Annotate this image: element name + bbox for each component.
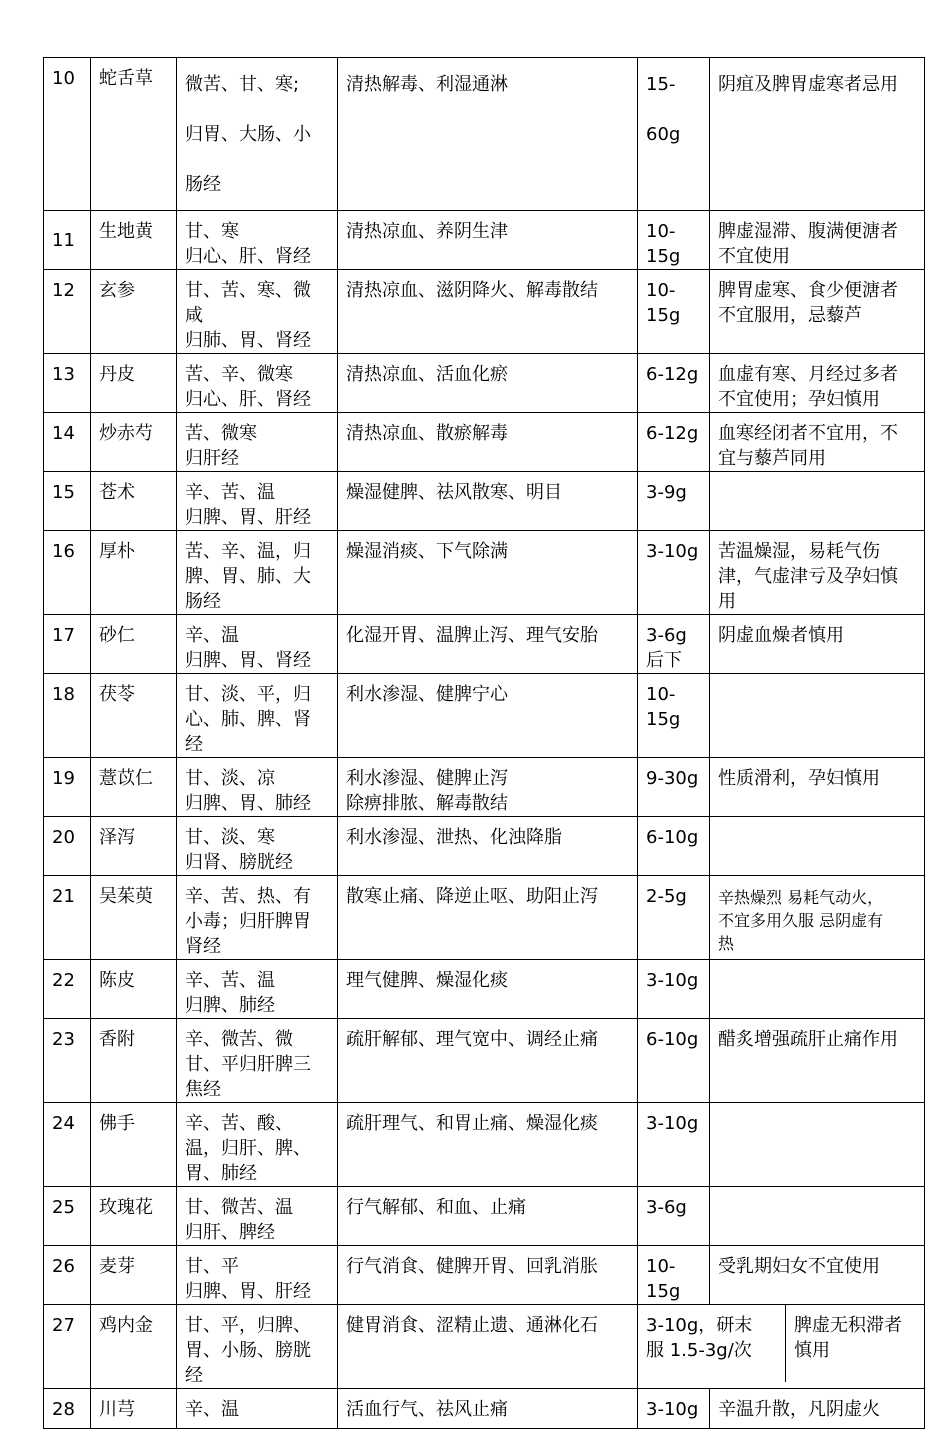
cell-line: 苦、辛、温，归 bbox=[185, 541, 311, 562]
cell-line: 除痹排脓、解毒散结 bbox=[346, 793, 508, 814]
herb-note bbox=[710, 1389, 925, 1429]
herb-effect bbox=[338, 615, 638, 674]
cell-line: 小毒；归肝脾胃 bbox=[185, 911, 311, 932]
row-number-text: 15 bbox=[52, 482, 75, 503]
cell-line: 阴疽及脾胃虚寒者忌用 bbox=[718, 74, 898, 95]
row-number-text: 27 bbox=[52, 1315, 75, 1336]
row-number-text: 11 bbox=[52, 229, 75, 251]
herb-nature bbox=[177, 1019, 338, 1103]
row-number-text: 25 bbox=[52, 1197, 75, 1218]
herb-name bbox=[91, 615, 177, 674]
herb-nature bbox=[177, 1187, 338, 1246]
cell-line: 3-9g bbox=[646, 482, 687, 503]
cell-line: 热 bbox=[718, 934, 735, 953]
cell-line: 后下 bbox=[646, 650, 682, 671]
herb-dose bbox=[638, 413, 710, 472]
cell-line: 阴虚血燥者慎用 bbox=[718, 625, 844, 646]
row-number-text: 22 bbox=[52, 970, 75, 991]
cell-line: 性质滑利，孕妇慎用 bbox=[718, 768, 880, 789]
cell-line: 肠经 bbox=[185, 591, 221, 612]
cell-line: 3-6g bbox=[646, 1197, 687, 1218]
herb-nature bbox=[177, 876, 338, 960]
herb-nature bbox=[177, 960, 338, 1019]
cell-line: 归肝、脾经 bbox=[185, 1222, 275, 1243]
cell-line: 辛、苦、温 bbox=[185, 482, 275, 503]
cell-line: 清热凉血、散瘀解毒 bbox=[346, 423, 508, 444]
cell-line: 不宜使用 bbox=[718, 246, 790, 267]
row-number-text: 21 bbox=[52, 886, 75, 907]
cell-line: 健胃消食、涩精止遗、通淋化石 bbox=[346, 1315, 598, 1336]
row-number-text: 17 bbox=[52, 625, 75, 646]
cell-line: 辛、苦、温 bbox=[185, 970, 275, 991]
herb-name-text: 川芎 bbox=[99, 1399, 135, 1420]
cell-line: 散寒止痛、降逆止呕、助阳止泻 bbox=[346, 886, 598, 907]
cell-line: 清热凉血、活血化瘀 bbox=[346, 364, 508, 385]
herb-effect bbox=[338, 1187, 638, 1246]
table-row bbox=[44, 211, 925, 270]
herb-nature bbox=[177, 472, 338, 531]
cell-line: 利水渗湿、健脾宁心 bbox=[346, 684, 508, 705]
herb-note bbox=[710, 472, 925, 531]
cell-line: 苦、微寒 bbox=[185, 423, 257, 444]
row-number-text: 23 bbox=[52, 1029, 75, 1050]
row-number bbox=[44, 211, 91, 270]
cell-line: 3-10g bbox=[646, 970, 699, 991]
row-number bbox=[44, 615, 91, 674]
herb-name bbox=[91, 1103, 177, 1187]
row-number bbox=[44, 817, 91, 876]
row-number-text: 26 bbox=[52, 1256, 75, 1277]
table-row bbox=[44, 615, 925, 674]
cell-line: 归肾、膀胱经 bbox=[185, 852, 293, 873]
table-row bbox=[44, 531, 925, 615]
cell-line: 甘、平 bbox=[185, 1256, 239, 1277]
herb-name-text: 玄参 bbox=[99, 280, 135, 301]
herb-nature bbox=[177, 1246, 338, 1305]
cell-line: 归胃、大肠、小 bbox=[185, 124, 311, 145]
table-row bbox=[44, 758, 925, 817]
table-row bbox=[44, 1019, 925, 1103]
cell-line: 利水渗湿、泄热、化浊降脂 bbox=[346, 827, 562, 848]
herb-name-text: 苍术 bbox=[99, 482, 135, 503]
cell-line: 用 bbox=[718, 591, 736, 612]
herb-effect bbox=[338, 58, 638, 211]
cell-line: 3-10g bbox=[646, 541, 699, 562]
row-number bbox=[44, 531, 91, 615]
herb-name bbox=[91, 1305, 177, 1389]
herb-name bbox=[91, 876, 177, 960]
cell-line: 行气解郁、和血、止痛 bbox=[346, 1197, 526, 1218]
herb-nature bbox=[177, 58, 338, 211]
cell-line: 理气健脾、燥湿化痰 bbox=[346, 970, 508, 991]
herb-name bbox=[91, 472, 177, 531]
cell-line: 疏肝理气、和胃止痛、燥湿化痰 bbox=[346, 1113, 598, 1134]
cell-line: 15g bbox=[646, 305, 681, 326]
cell-line: 甘、淡、寒 bbox=[185, 827, 275, 848]
herb-effect bbox=[338, 758, 638, 817]
cell-line: 肠经 bbox=[185, 174, 221, 195]
cell-line: 3-10g bbox=[646, 1399, 699, 1420]
row-number-text: 14 bbox=[52, 423, 75, 444]
cell-line: 归肝经 bbox=[185, 448, 239, 469]
cell-line: 宜与藜芦同用 bbox=[718, 448, 826, 469]
herb-dose bbox=[638, 1305, 925, 1389]
row-number bbox=[44, 354, 91, 413]
herb-note bbox=[710, 58, 925, 211]
cell-line: 肾经 bbox=[185, 936, 221, 957]
cell-line: 6-10g bbox=[646, 1029, 699, 1050]
cell-line: 甘、苦、寒、微 bbox=[185, 280, 311, 301]
cell-line: 甘、平归肝脾三 bbox=[185, 1054, 311, 1075]
herb-dose bbox=[638, 472, 710, 531]
herb-name-text: 厚朴 bbox=[99, 541, 135, 562]
herb-name-text: 蛇舌草 bbox=[99, 68, 153, 89]
herb-effect bbox=[338, 1103, 638, 1187]
herb-nature bbox=[177, 758, 338, 817]
row-number bbox=[44, 472, 91, 531]
row-number-text: 19 bbox=[52, 768, 75, 789]
table-row bbox=[44, 1246, 925, 1305]
cell-line: 归脾、胃、肾经 bbox=[185, 650, 311, 671]
cell-line: 焦经 bbox=[185, 1079, 221, 1100]
cell-line: 3-10g，研末 bbox=[646, 1315, 753, 1336]
herb-dose bbox=[638, 1246, 710, 1305]
herb-name bbox=[91, 1019, 177, 1103]
cell-line: 燥湿消痰、下气除满 bbox=[346, 541, 508, 562]
herb-effect bbox=[338, 472, 638, 531]
herb-name bbox=[91, 1246, 177, 1305]
cell-line: 辛、苦、酸、 bbox=[185, 1113, 293, 1134]
herb-dose bbox=[638, 1019, 710, 1103]
cell-line: 胃、小肠、膀胱 bbox=[185, 1340, 311, 1361]
herb-name bbox=[91, 960, 177, 1019]
herb-note bbox=[710, 1103, 925, 1187]
cell-line: 10- bbox=[646, 1256, 676, 1277]
herb-dose bbox=[638, 1389, 710, 1429]
cell-line: 归脾、胃、肝经 bbox=[185, 1281, 311, 1302]
herb-effect bbox=[338, 1019, 638, 1103]
cell-line: 胃、肺经 bbox=[185, 1163, 257, 1184]
herb-name bbox=[91, 354, 177, 413]
herb-dose bbox=[638, 876, 710, 960]
row-number bbox=[44, 960, 91, 1019]
row-number-text: 18 bbox=[52, 684, 75, 705]
herb-name-text: 生地黄 bbox=[99, 221, 153, 242]
herb-effect bbox=[338, 1246, 638, 1305]
herb-name bbox=[91, 58, 177, 211]
table-row bbox=[44, 472, 925, 531]
cell-line: 60g bbox=[646, 124, 681, 145]
herb-note bbox=[710, 1187, 925, 1246]
herb-name-text: 薏苡仁 bbox=[99, 768, 153, 789]
herb-note bbox=[710, 758, 925, 817]
herb-note bbox=[710, 674, 925, 758]
herb-table bbox=[43, 57, 925, 1429]
herb-nature bbox=[177, 354, 338, 413]
herb-note bbox=[710, 270, 925, 354]
herb-effect bbox=[338, 270, 638, 354]
cell-line: 甘、平，归脾、 bbox=[185, 1315, 311, 1336]
cell-line: 慎用 bbox=[794, 1340, 830, 1361]
cell-line: 不宜多用久服 忌阴虚有 bbox=[718, 911, 884, 930]
herb-name-text: 佛手 bbox=[99, 1113, 135, 1134]
herb-name-text: 砂仁 bbox=[99, 625, 135, 646]
table-row bbox=[44, 1389, 925, 1429]
herb-nature bbox=[177, 531, 338, 615]
cell-line: 甘、寒 bbox=[185, 221, 239, 242]
cell-line: 辛、温 bbox=[185, 1399, 239, 1420]
cell-line: 3-10g bbox=[646, 1113, 699, 1134]
cell-line: 甘、微苦、温 bbox=[185, 1197, 293, 1218]
herb-nature bbox=[177, 1103, 338, 1187]
herb-note bbox=[710, 531, 925, 615]
row-number bbox=[44, 1305, 91, 1389]
herb-dose bbox=[638, 817, 710, 876]
cell-line: 归脾、肺经 bbox=[185, 995, 275, 1016]
cell-line: 经 bbox=[185, 1365, 203, 1386]
cell-line: 辛热燥烈 易耗气动火， bbox=[718, 888, 884, 907]
herb-effect bbox=[338, 960, 638, 1019]
herb-nature bbox=[177, 615, 338, 674]
cell-line: 血虚有寒、月经过多者 bbox=[718, 364, 898, 385]
cell-line: 甘、淡、凉 bbox=[185, 768, 275, 789]
row-number-text: 10 bbox=[52, 68, 75, 89]
herb-name bbox=[91, 817, 177, 876]
herb-note bbox=[710, 817, 925, 876]
row-number-text: 16 bbox=[52, 541, 75, 562]
row-number bbox=[44, 674, 91, 758]
row-number bbox=[44, 270, 91, 354]
row-number bbox=[44, 1246, 91, 1305]
herb-nature bbox=[177, 211, 338, 270]
cell-line: 清热凉血、滋阴降火、解毒散结 bbox=[346, 280, 598, 301]
herb-name bbox=[91, 1389, 177, 1429]
cell-line: 清热解毒、利湿通淋 bbox=[346, 74, 508, 95]
row-number-text: 24 bbox=[52, 1113, 75, 1134]
herb-name bbox=[91, 211, 177, 270]
cell-line: 燥湿健脾、祛风散寒、明目 bbox=[346, 482, 562, 503]
cell-line: 归肺、胃、肾经 bbox=[185, 330, 311, 351]
row-number-text: 12 bbox=[52, 280, 75, 301]
table-row bbox=[44, 413, 925, 472]
herb-note bbox=[710, 354, 925, 413]
herb-name-text: 茯苓 bbox=[99, 684, 135, 705]
cell-line: 津，气虚津亏及孕妇慎 bbox=[718, 566, 898, 587]
cell-line: 归脾、胃、肝经 bbox=[185, 507, 311, 528]
herb-name-text: 玫瑰花 bbox=[99, 1197, 153, 1218]
cell-line: 化湿开胃、温脾止泻、理气安胎 bbox=[346, 625, 598, 646]
cell-line: 6-12g bbox=[646, 364, 699, 385]
cell-line: 脾虚无积滞者 bbox=[794, 1315, 902, 1336]
cell-line: 10- bbox=[646, 280, 676, 301]
herb-name-text: 香附 bbox=[99, 1029, 135, 1050]
row-number bbox=[44, 1019, 91, 1103]
herb-dose bbox=[638, 58, 710, 211]
table-row bbox=[44, 58, 925, 211]
table-row bbox=[44, 1187, 925, 1246]
row-number bbox=[44, 58, 91, 211]
table-row bbox=[44, 674, 925, 758]
cell-line: 清热凉血、养阴生津 bbox=[346, 221, 508, 242]
herb-dose bbox=[638, 615, 710, 674]
row-number bbox=[44, 876, 91, 960]
cell-line: 微苦、甘、寒; bbox=[185, 74, 300, 95]
cell-line: 心、肺、脾、肾 bbox=[185, 709, 311, 730]
cell-line: 2-5g bbox=[646, 886, 687, 907]
herb-name-text: 丹皮 bbox=[99, 364, 135, 385]
herb-name-text: 鸡内金 bbox=[99, 1315, 153, 1336]
cell-line: 受乳期妇女不宜使用 bbox=[718, 1256, 880, 1277]
row-number-text: 28 bbox=[52, 1399, 75, 1420]
herb-effect bbox=[338, 531, 638, 615]
cell-line: 6-12g bbox=[646, 423, 699, 444]
cell-line: 10- bbox=[646, 684, 676, 705]
herb-nature bbox=[177, 817, 338, 876]
cell-line: 15g bbox=[646, 1281, 681, 1302]
herb-name-text: 陈皮 bbox=[99, 970, 135, 991]
row-number bbox=[44, 1389, 91, 1429]
herb-dose bbox=[638, 270, 710, 354]
herb-dose bbox=[638, 354, 710, 413]
herb-note bbox=[710, 876, 925, 960]
cell-line: 服 1.5-3g/次 bbox=[646, 1340, 752, 1361]
cell-line: 辛、苦、热、有 bbox=[185, 886, 311, 907]
cell-line: 血寒经闭者不宜用，不 bbox=[718, 423, 898, 444]
herb-nature bbox=[177, 270, 338, 354]
herb-dose bbox=[638, 211, 710, 270]
herb-dose bbox=[638, 1103, 710, 1187]
row-number bbox=[44, 413, 91, 472]
row-number-text: 20 bbox=[52, 827, 75, 848]
herb-nature bbox=[177, 1305, 338, 1389]
cell-line: 归脾、胃、肺经 bbox=[185, 793, 311, 814]
herb-note bbox=[710, 413, 925, 472]
herb-effect bbox=[338, 211, 638, 270]
herb-name-text: 麦芽 bbox=[99, 1256, 135, 1277]
cell-line: 3-6g bbox=[646, 625, 687, 646]
cell-line: 不宜使用；孕妇慎用 bbox=[718, 389, 880, 410]
cell-line: 苦温燥湿，易耗气伤 bbox=[718, 541, 880, 562]
cell-line: 15g bbox=[646, 709, 681, 730]
herb-name bbox=[91, 270, 177, 354]
herb-effect bbox=[338, 1305, 638, 1389]
cell-line: 脾胃虚寒、食少便溏者 bbox=[718, 280, 898, 301]
cell-line: 10- bbox=[646, 221, 676, 242]
herb-nature bbox=[177, 1389, 338, 1429]
herb-name-text: 泽泻 bbox=[99, 827, 135, 848]
herb-name bbox=[91, 758, 177, 817]
table-row bbox=[44, 876, 925, 960]
row-number bbox=[44, 1187, 91, 1246]
herb-dose bbox=[638, 531, 710, 615]
herb-name-text: 吴茱萸 bbox=[99, 886, 153, 907]
herb-name bbox=[91, 674, 177, 758]
herb-effect bbox=[338, 413, 638, 472]
cell-line: 活血行气、祛风止痛 bbox=[346, 1399, 508, 1420]
table-row bbox=[44, 354, 925, 413]
table-row bbox=[44, 1305, 925, 1389]
cell-line: 辛、温 bbox=[185, 625, 239, 646]
cell-line: 15g bbox=[646, 246, 681, 267]
cell-line: 利水渗湿、健脾止泻 bbox=[346, 768, 508, 789]
cell-line: 苦、辛、微寒 bbox=[185, 364, 293, 385]
herb-effect bbox=[338, 354, 638, 413]
herb-effect bbox=[338, 817, 638, 876]
herb-nature bbox=[177, 674, 338, 758]
cell-line: 经 bbox=[185, 734, 203, 755]
herb-dose bbox=[638, 758, 710, 817]
cell-line: 行气消食、健脾开胃、回乳消胀 bbox=[346, 1256, 598, 1277]
herb-nature bbox=[177, 413, 338, 472]
row-number bbox=[44, 1103, 91, 1187]
herb-dose bbox=[638, 1187, 710, 1246]
herb-dose bbox=[638, 960, 710, 1019]
herb-effect bbox=[338, 876, 638, 960]
cell-line: 辛、微苦、微 bbox=[185, 1029, 293, 1050]
cell-line: 归心、肝、肾经 bbox=[185, 246, 311, 267]
cell-line: 脾、胃、肺、大 bbox=[185, 566, 311, 587]
table-row bbox=[44, 1103, 925, 1187]
herb-note bbox=[710, 960, 925, 1019]
herb-note bbox=[710, 615, 925, 674]
herb-name bbox=[91, 1187, 177, 1246]
table-row bbox=[44, 960, 925, 1019]
cell-line: 辛温升散，凡阴虚火 bbox=[718, 1399, 880, 1420]
herb-note bbox=[710, 1019, 925, 1103]
herb-dose bbox=[638, 674, 710, 758]
herb-name-text: 炒赤芍 bbox=[99, 423, 153, 444]
table-row bbox=[44, 817, 925, 876]
herb-note bbox=[710, 1246, 925, 1305]
row-number-text: 13 bbox=[52, 364, 75, 385]
herb-effect bbox=[338, 1389, 638, 1429]
cell-line: 甘、淡、平，归 bbox=[185, 684, 311, 705]
cell-line: 归心、肝、肾经 bbox=[185, 389, 311, 410]
table-row bbox=[44, 270, 925, 354]
herb-note bbox=[710, 211, 925, 270]
cell-line: 不宜服用，忌藜芦 bbox=[718, 305, 862, 326]
cell-line: 6-10g bbox=[646, 827, 699, 848]
cell-line: 脾虚湿滞、腹满便溏者 bbox=[718, 221, 898, 242]
herb-name bbox=[91, 531, 177, 615]
herb-name bbox=[91, 413, 177, 472]
cell-line: 15- bbox=[646, 74, 676, 95]
cell-line: 疏肝解郁、理气宽中、调经止痛 bbox=[346, 1029, 598, 1050]
row-number bbox=[44, 758, 91, 817]
cell-line: 9-30g bbox=[646, 768, 699, 789]
cell-line: 咸 bbox=[185, 305, 203, 326]
herb-effect bbox=[338, 674, 638, 758]
cell-line: 醋炙增强疏肝止痛作用 bbox=[718, 1029, 898, 1050]
cell-line: 温，归肝、脾、 bbox=[185, 1138, 311, 1159]
